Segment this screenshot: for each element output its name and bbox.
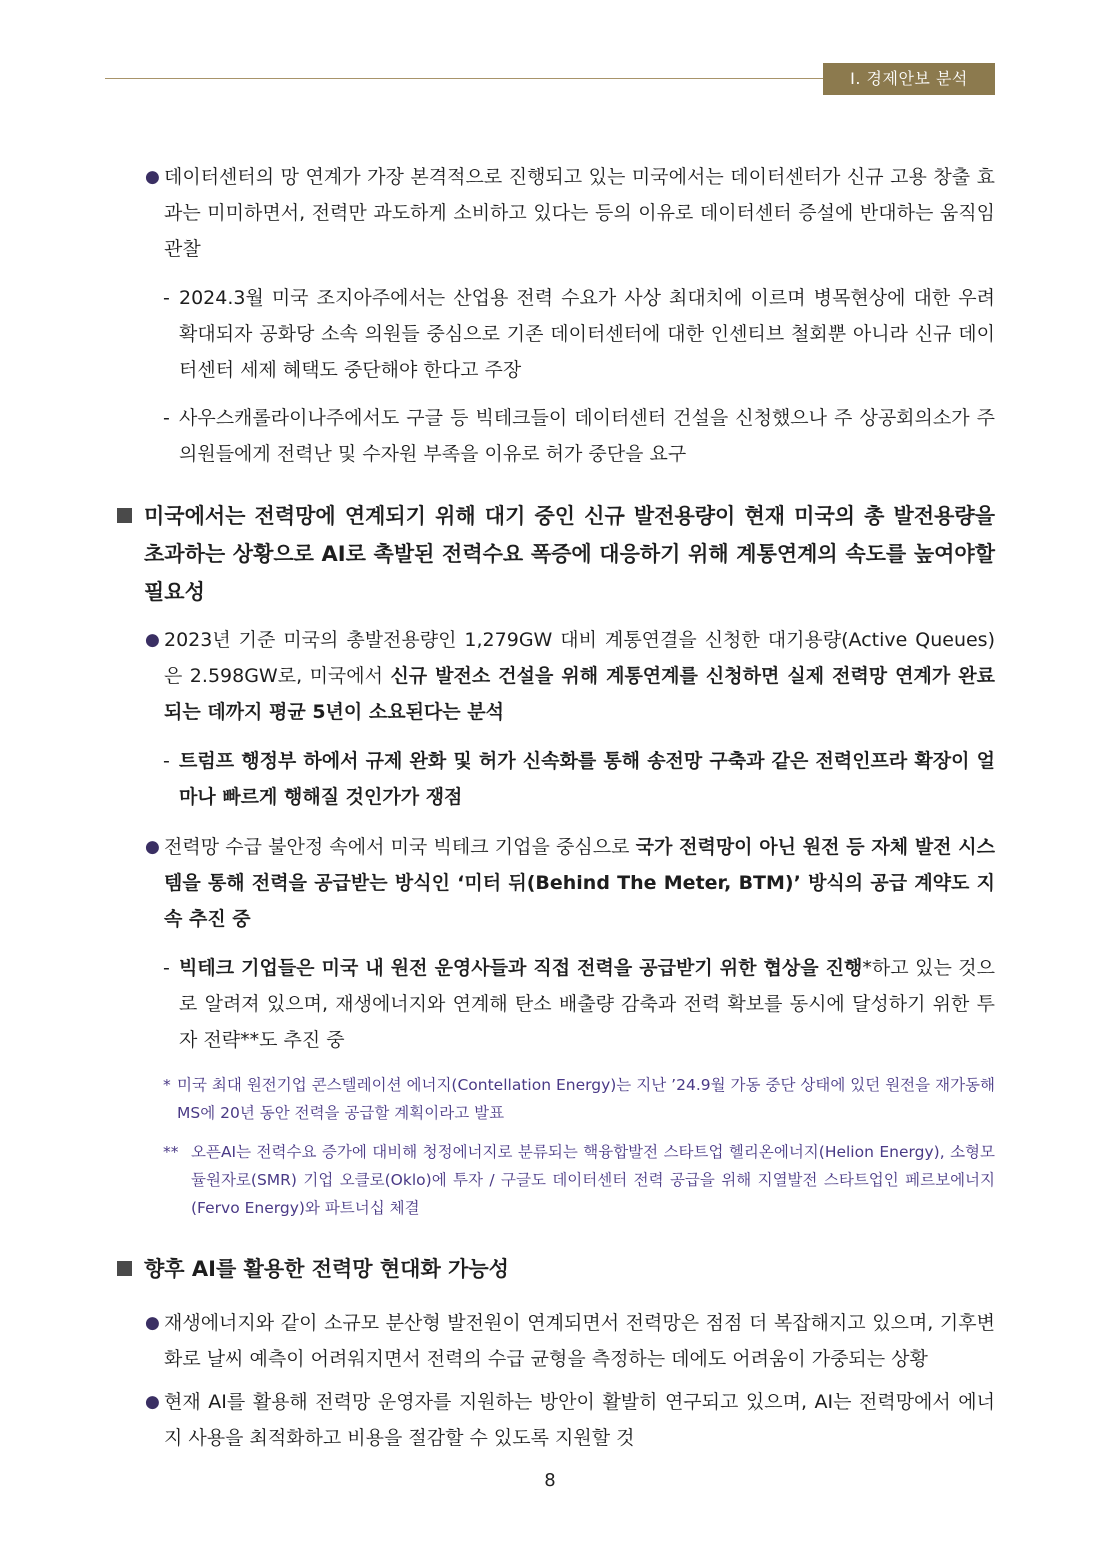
bullet-item <box>145 1384 995 1456</box>
bullet-dot-icon: ● <box>145 1313 160 1333</box>
bullet-dot-icon: ● <box>145 167 160 187</box>
bullet-text-bold: 국가 전력망이 아닌 원전 등 자체 발전 시스템을 통해 전력을 공급받는 방식인 ‘미터 뒤(Behind The Meter, BTM)’ 방식의 공급 계약도 지속 추진 중 <box>164 836 995 930</box>
bullet-item <box>145 829 995 937</box>
footnote <box>163 1071 995 1127</box>
header-rule <box>105 78 823 79</box>
sub-item-text: 사우스캐롤라이나주에서도 구글 등 빅테크들이 데이터센터 건설을 신청했으나 주 상공회의소가 주 의원들에게 전력난 및 수자원 부족을 이유로 허가 중단을 요구 <box>179 407 995 465</box>
bullet-dot-icon: ● <box>145 837 160 857</box>
footnote-mark: ** <box>163 1143 179 1161</box>
sub-item-text: 2024.3월 미국 조지아주에서는 산업용 전력 수요가 사상 최대치에 이르며 병목현상에 대한 우려 확대되자 공화당 소속 의원들 중심으로 기존 데이터센터에 대한 인센티브 철회뿐 아니라 신규 데이터센터 세제 혜택도 중단해야 한다고 주장 <box>179 287 995 381</box>
sub-item <box>163 743 995 815</box>
bullet-dot-icon: ● <box>145 1392 160 1412</box>
dash-mark: - <box>163 407 170 429</box>
footnote <box>163 1138 995 1222</box>
footnote-text: 미국 최대 원전기업 콘스텔레이션 에너지(Contellation Energy)는 지난 ’24.9월 가동 중단 상태에 있던 원전을 재가동해 MS에 20년 동안 전력을 공급할 계획이라고 발표 <box>177 1076 995 1122</box>
sub-item-text <box>163 743 995 815</box>
footnote-text: 오픈AI는 전력수요 증가에 대비해 청정에너지로 분류되는 핵융합발전 스타트업 헬리온에너지(Helion Energy), 소형모듈원자로(SMR) 기업 오클로(Oklo)에 투자 / 구글도 데이터센터 전력 공급을 위해 지열발전 스타트업인 페르보에너지(Fervo Energy)와 파트너십 체결 <box>191 1143 995 1217</box>
footnote-mark: * <box>163 1076 171 1094</box>
sub-item-text <box>163 950 995 1058</box>
bullet-text: 재생에너지와 같이 소규모 분산형 발전원이 연계되면서 전력망은 점점 더 복잡해지고 있으며, 기후변화로 날씨 예측이 어려워지면서 전력의 수급 균형을 측정하는 데에도 어려움이 가중되는 상황 <box>164 1312 995 1370</box>
bullet-text: 현재 AI를 활용해 전력망 운영자를 지원하는 방안이 활발히 연구되고 있으며, AI는 전력망에서 에너지 사용을 최적화하고 비용을 절감할 수 있도록 지원할 것 <box>164 1391 995 1449</box>
sub-item-text-bold: 트럼프 행정부 하에서 규제 완화 및 허가 신속화를 통해 송전망 구축과 같은 전력인프라 확장이 얼마나 빠르게 행해질 것인가가 쟁점 <box>179 750 995 808</box>
bullet-text <box>145 622 995 730</box>
section-heading <box>117 1250 995 1288</box>
bullet-text: 데이터센터의 망 연계가 가장 본격적으로 진행되고 있는 미국에서는 데이터센터가 신규 고용 창출 효과는 미미하면서, 전력만 과도하게 소비하고 있다는 등의 이유로 데이터센터 증설에 반대하는 움직임 관찰 <box>164 166 995 260</box>
page-number: 8 <box>544 1470 556 1491</box>
sub-item-text-plain: *하고 있는 것으로 알려져 있으며, 재생에너지와 연계해 탄소 배출량 감축과 전력 확보를 동시에 달성하기 위한 투자 전략**도 추진 중 <box>179 957 995 1051</box>
bullet-text-bold: 신규 발전소 건설을 위해 계통연계를 신청하면 실제 전력망 연계가 완료되는 데까지 평균 5년이 소요된다는 분석 <box>164 665 995 723</box>
bullet-text <box>145 829 995 937</box>
dash-mark: - <box>163 750 170 772</box>
dash-mark: - <box>163 287 170 309</box>
sub-item <box>163 950 995 1058</box>
bullet-item <box>145 622 995 730</box>
bullet-dot-icon: ● <box>145 630 160 650</box>
square-bullet-icon <box>117 508 132 523</box>
square-bullet-icon <box>117 1261 132 1276</box>
sub-item <box>163 400 995 472</box>
bullet-text-plain: 2023년 기준 미국의 총발전용량인 1,279GW 대비 계통연결을 신청한 대기용량(Active Queues)은 2.598GW로, 미국에서 <box>164 629 995 687</box>
section-tag: Ⅰ. 경제안보 분석 <box>823 63 995 95</box>
section-heading-text: 미국에서는 전력망에 연계되기 위해 대기 중인 신규 발전용량이 현재 미국의 총 발전용량을 초과하는 상황으로 AI로 촉발된 전력수요 폭증에 대응하기 위해 계통연계의 속도를 높여야할 필요성 <box>144 504 995 604</box>
bullet-item <box>145 159 995 267</box>
sub-item <box>163 280 995 388</box>
sub-item-text-bold: 빅테크 기업들은 미국 내 원전 운영사들과 직접 전력을 공급받기 위한 협상을 진행 <box>179 957 863 979</box>
dash-mark: - <box>163 957 170 979</box>
bullet-item <box>145 1305 995 1377</box>
bullet-text-plain: 전력망 수급 불안정 속에서 미국 빅테크 기업을 중심으로 <box>164 836 636 858</box>
section-heading-text: 향후 AI를 활용한 전력망 현대화 가능성 <box>144 1257 509 1281</box>
section-heading <box>117 497 995 611</box>
